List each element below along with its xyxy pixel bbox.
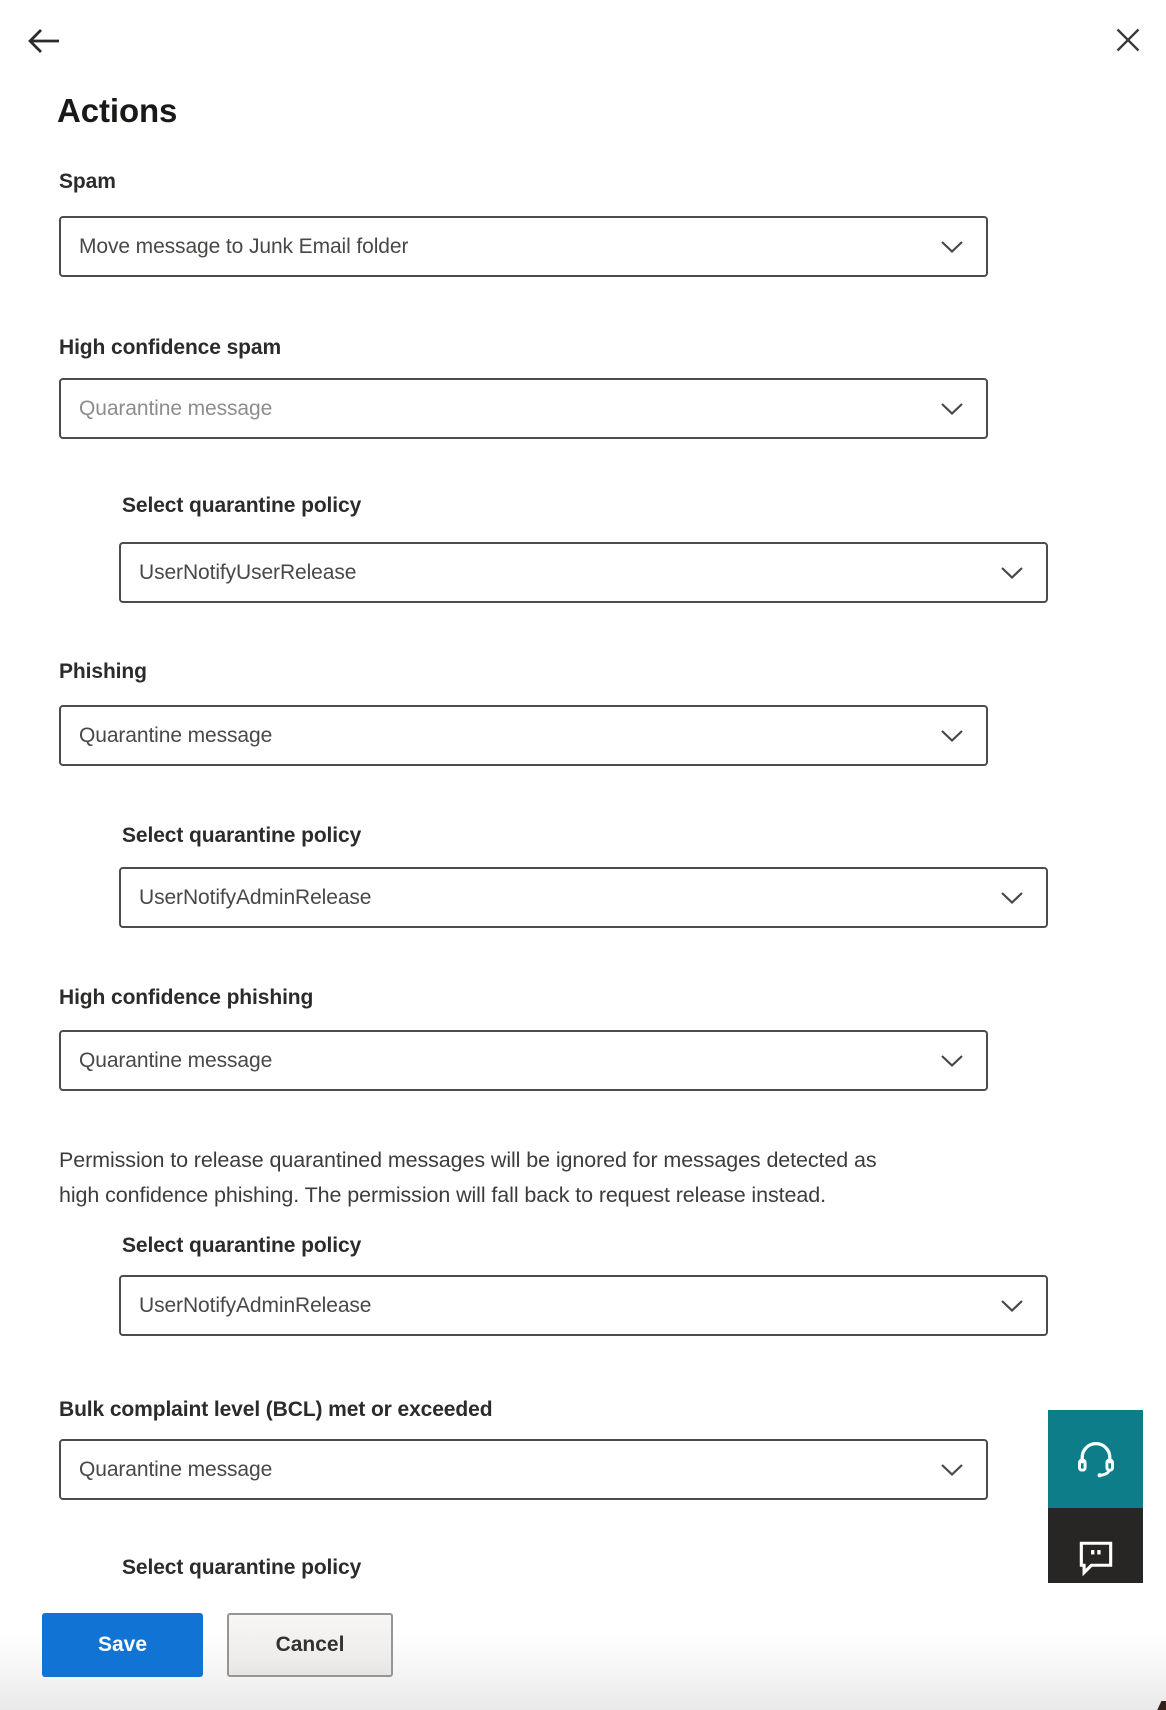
high-confidence-phishing-action-value: Quarantine message: [79, 1048, 273, 1072]
chevron-down-icon: [940, 1463, 964, 1477]
help-support-button[interactable]: [1048, 1410, 1143, 1508]
hcp-quarantine-policy-dropdown[interactable]: [119, 1275, 1048, 1336]
bcl-label: Bulk complaint level (BCL) met or exceeded: [59, 1398, 493, 1421]
back-button[interactable]: [22, 22, 64, 60]
spam-action-value: Move message to Junk Email folder: [79, 234, 409, 258]
footer-bar: [0, 1583, 1166, 1710]
phishing-action-dropdown[interactable]: [59, 705, 988, 766]
headset-icon: [1073, 1436, 1119, 1482]
bcl-quarantine-policy-label: Select quarantine policy: [122, 1556, 362, 1579]
close-button[interactable]: [1112, 24, 1144, 56]
high-confidence-spam-label: High confidence spam: [59, 336, 282, 359]
spam-label: Spam: [59, 170, 116, 193]
hcs-quarantine-policy-label: Select quarantine policy: [122, 494, 362, 517]
phishing-action-value: Quarantine message: [79, 723, 273, 747]
chat-icon: [1074, 1535, 1118, 1579]
high-confidence-phishing-label: High confidence phishing: [59, 986, 314, 1009]
phishing-quarantine-policy-label: Select quarantine policy: [122, 824, 362, 847]
bcl-action-dropdown[interactable]: [59, 1439, 988, 1500]
high-confidence-spam-action-value: Quarantine message: [79, 396, 273, 420]
hcp-quarantine-policy-label: Select quarantine policy: [122, 1234, 362, 1257]
hcs-quarantine-policy-value: UserNotifyUserRelease: [139, 560, 357, 584]
close-icon: [1115, 27, 1141, 53]
note-line-1: Permission to release quarantined messages will be ignored for messages detected as: [59, 1148, 877, 1172]
note-line-2: high confidence phishing. The permission will fall back to request release instead.: [59, 1183, 826, 1207]
chevron-down-icon: [940, 1054, 964, 1068]
page-title: Actions: [57, 92, 178, 129]
cancel-button[interactable]: Cancel: [227, 1613, 393, 1677]
phishing-label: Phishing: [59, 660, 147, 683]
chevron-down-icon: [940, 240, 964, 254]
chevron-down-icon: [1000, 566, 1024, 580]
chevron-down-icon: [940, 729, 964, 743]
corner-artifact: [1150, 1701, 1166, 1710]
chevron-down-icon: [940, 402, 964, 416]
hcp-quarantine-policy-value: UserNotifyAdminRelease: [139, 1293, 372, 1317]
save-button[interactable]: Save: [42, 1613, 203, 1677]
phishing-quarantine-policy-dropdown[interactable]: [119, 867, 1048, 928]
arrow-left-icon: [25, 25, 61, 57]
high-confidence-phishing-action-dropdown[interactable]: [59, 1030, 988, 1091]
bcl-action-value: Quarantine message: [79, 1457, 273, 1481]
high-confidence-spam-action-dropdown[interactable]: [59, 378, 988, 439]
chevron-down-icon: [1000, 891, 1024, 905]
phishing-quarantine-policy-value: UserNotifyAdminRelease: [139, 885, 372, 909]
chevron-down-icon: [1000, 1299, 1024, 1313]
hcs-quarantine-policy-dropdown[interactable]: [119, 542, 1048, 603]
bcl-quarantine-policy-label-clipped: [122, 1556, 542, 1582]
spam-action-dropdown[interactable]: [59, 216, 988, 277]
hcp-permission-note: [59, 1143, 1069, 1213]
